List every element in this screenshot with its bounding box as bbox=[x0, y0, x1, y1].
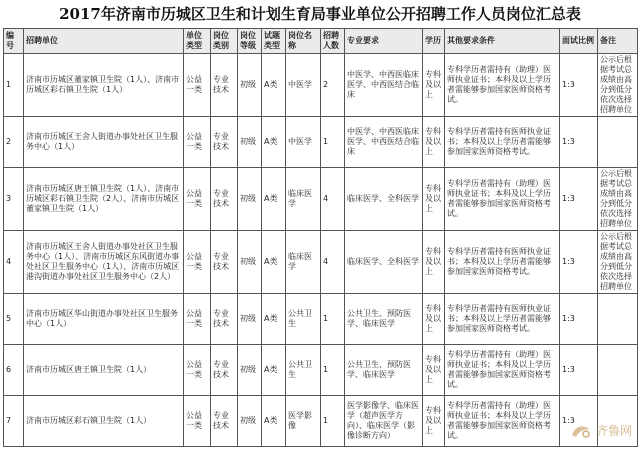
cell-no: 7 bbox=[4, 396, 24, 447]
document-title: 2017年济南市历城区卫生和计划生育局事业单位公开招聘工作人员岗位汇总表 bbox=[59, 5, 581, 23]
cell-major: 临床医学、全科医学 bbox=[345, 168, 423, 231]
cell-post-level: 初级 bbox=[238, 117, 262, 168]
header-count: 招聘人数 bbox=[321, 29, 345, 54]
header-post-category: 岗位类别 bbox=[211, 29, 238, 54]
header-unit-type: 单位类型 bbox=[184, 29, 211, 54]
header-no: 编号 bbox=[4, 29, 24, 54]
cell-note bbox=[598, 117, 638, 168]
cell-post-name: 医学影像 bbox=[286, 396, 321, 447]
table-row bbox=[4, 168, 638, 231]
cell-unit: 济南市历城区华山街道办事处社区卫生服务中心（1人） bbox=[24, 294, 184, 345]
cell-unit-type: 公益一类 bbox=[184, 168, 211, 231]
cell-post-name: 中医学 bbox=[286, 54, 321, 117]
cell-exam-type: A类 bbox=[262, 168, 286, 231]
table-row bbox=[4, 231, 638, 294]
table-row bbox=[4, 396, 638, 447]
cell-education: 专科及以上 bbox=[423, 117, 445, 168]
cell-unit-type: 公益一类 bbox=[184, 54, 211, 117]
cell-major: 医学影像学、临床医学（超声医学方向）、临床医学（影像诊断方向） bbox=[345, 396, 423, 447]
cell-post-name: 中医学 bbox=[286, 117, 321, 168]
cell-other: 专科学历者需持有（助理）医师执业证书；本科及以上学历者需能够参加国家医师资格考试。 bbox=[445, 345, 560, 396]
header-post-name: 岗位名称 bbox=[286, 29, 321, 54]
table-header-row bbox=[4, 29, 638, 54]
cell-ratio: 1:3 bbox=[560, 294, 598, 345]
cell-exam-type: A类 bbox=[262, 345, 286, 396]
cell-no: 4 bbox=[4, 231, 24, 294]
cell-note bbox=[598, 294, 638, 345]
cell-education: 专科及以上 bbox=[423, 54, 445, 117]
qilu-logo-icon bbox=[570, 423, 592, 439]
cell-unit: 济南市历城区彩石镇卫生院（1人） bbox=[24, 396, 184, 447]
cell-major: 中医学、中西医临床医学、中西医结合临床 bbox=[345, 117, 423, 168]
cell-count: 2 bbox=[321, 54, 345, 117]
cell-count: 1 bbox=[321, 396, 345, 447]
cell-unit: 济南市历城区唐王镇卫生院（1人） bbox=[24, 345, 184, 396]
cell-major: 临床医学、全科医学 bbox=[345, 231, 423, 294]
header-note: 备注 bbox=[598, 29, 638, 54]
cell-ratio: 1:3 bbox=[560, 345, 598, 396]
cell-no: 1 bbox=[4, 54, 24, 117]
cell-count: 1 bbox=[321, 117, 345, 168]
recruitment-table bbox=[3, 28, 638, 447]
cell-exam-type: A类 bbox=[262, 231, 286, 294]
cell-exam-type: A类 bbox=[262, 54, 286, 117]
cell-post-category: 专业技术 bbox=[211, 231, 238, 294]
header-other: 其他要求条件 bbox=[445, 29, 560, 54]
cell-note: 公示后根据考试总成绩由高分到低分依次选择招聘单位 bbox=[598, 231, 638, 294]
cell-other: 专科学历者需持有医师执业证书；本科及以上学历者需能够参加国家医师资格考试。 bbox=[445, 231, 560, 294]
table-row bbox=[4, 54, 638, 117]
cell-post-level: 初级 bbox=[238, 294, 262, 345]
cell-exam-type: A类 bbox=[262, 117, 286, 168]
cell-other: 专科学历者需持有（助理）医师执业证书；本科及以上学历者需能够参加国家医师资格考试。 bbox=[445, 54, 560, 117]
cell-no: 5 bbox=[4, 294, 24, 345]
cell-count: 1 bbox=[321, 345, 345, 396]
header-exam-type: 试题类型 bbox=[262, 29, 286, 54]
header-ratio: 面试比例 bbox=[560, 29, 598, 54]
cell-major: 中医学、中西医临床医学、中西医结合临床 bbox=[345, 54, 423, 117]
cell-ratio: 1:3 bbox=[560, 396, 598, 447]
cell-education: 专科及以上 bbox=[423, 396, 445, 447]
cell-ratio: 1:3 bbox=[560, 168, 598, 231]
cell-unit: 济南市历城区唐王镇卫生院（1人）、济南市历城区彩石镇卫生院（2人）、济南市历城区董家镇卫生院（1人） bbox=[24, 168, 184, 231]
cell-unit-type: 公益一类 bbox=[184, 294, 211, 345]
table-row bbox=[4, 345, 638, 396]
cell-education: 专科及以上 bbox=[423, 294, 445, 345]
header-unit: 招聘单位 bbox=[24, 29, 184, 54]
cell-ratio: 1:3 bbox=[560, 117, 598, 168]
cell-education: 专科及以上 bbox=[423, 345, 445, 396]
watermark bbox=[570, 422, 632, 439]
cell-note: 公示后根据考试总成绩由高分到低分依次选择招聘单位 bbox=[598, 54, 638, 117]
watermark-text: 齐鲁网 bbox=[595, 424, 632, 438]
cell-unit-type: 公益一类 bbox=[184, 231, 211, 294]
cell-ratio: 1:3 bbox=[560, 231, 598, 294]
cell-post-level: 初级 bbox=[238, 396, 262, 447]
cell-other: 专科学历者需持有医师执业证书；本科及以上学历者需能够参加国家医师资格考试。 bbox=[445, 117, 560, 168]
cell-ratio: 1:3 bbox=[560, 54, 598, 117]
cell-count: 4 bbox=[321, 168, 345, 231]
cell-post-category: 专业技术 bbox=[211, 117, 238, 168]
cell-no: 2 bbox=[4, 117, 24, 168]
cell-note: 公示后根据考试总成绩由高分到低分依次选择招聘单位 bbox=[598, 168, 638, 231]
table-row bbox=[4, 294, 638, 345]
cell-note bbox=[598, 345, 638, 396]
cell-other: 专科学历者需持有（助理）医师执业证书；本科及以上学历者需能够参加国家医师资格考试。 bbox=[445, 396, 560, 447]
cell-post-level: 初级 bbox=[238, 54, 262, 117]
cell-unit: 济南市历城区王舍人街道办事处社区卫生服务中心（1人） bbox=[24, 117, 184, 168]
header-education: 学历 bbox=[423, 29, 445, 54]
cell-other: 专科学历者需持有医师执业证书；本科及以上学历者需能够参加国家医师资格考试。 bbox=[445, 294, 560, 345]
table-row bbox=[4, 117, 638, 168]
cell-unit-type: 公益一类 bbox=[184, 345, 211, 396]
cell-exam-type: A类 bbox=[262, 294, 286, 345]
cell-post-level: 初级 bbox=[238, 231, 262, 294]
header-major: 专业要求 bbox=[345, 29, 423, 54]
cell-unit: 济南市历城区王舍人街道办事处社区卫生服务中心（1人）、济南市历城区东风街道办事处社区卫生服务中心（1人）、济南市历城区港沟街道办事处社区卫生服务中心（2人） bbox=[24, 231, 184, 294]
header-post-level: 岗位等级 bbox=[238, 29, 262, 54]
cell-post-category: 专业技术 bbox=[211, 345, 238, 396]
cell-post-name: 公共卫生 bbox=[286, 294, 321, 345]
cell-exam-type: A类 bbox=[262, 396, 286, 447]
cell-education: 专科及以上 bbox=[423, 231, 445, 294]
cell-post-name: 公共卫生 bbox=[286, 345, 321, 396]
cell-post-category: 专业技术 bbox=[211, 294, 238, 345]
cell-post-category: 专业技术 bbox=[211, 396, 238, 447]
cell-unit: 济南市历城区董家镇卫生院（1人）、济南市历城区彩石镇卫生院（1人） bbox=[24, 54, 184, 117]
cell-education: 专科及以上 bbox=[423, 168, 445, 231]
cell-major: 公共卫生、预防医学、临床医学 bbox=[345, 345, 423, 396]
cell-no: 6 bbox=[4, 345, 24, 396]
cell-other: 专科学历者需持有（助理）医师执业证书；本科及以上学历者需能够参加国家医师资格考试。 bbox=[445, 168, 560, 231]
cell-count: 1 bbox=[321, 294, 345, 345]
cell-post-level: 初级 bbox=[238, 168, 262, 231]
cell-no: 3 bbox=[4, 168, 24, 231]
cell-post-name: 临床医学 bbox=[286, 231, 321, 294]
cell-unit-type: 公益一类 bbox=[184, 117, 211, 168]
cell-post-level: 初级 bbox=[238, 345, 262, 396]
cell-post-name: 临床医学 bbox=[286, 168, 321, 231]
cell-count: 4 bbox=[321, 231, 345, 294]
cell-major: 公共卫生、预防医学、临床医学 bbox=[345, 294, 423, 345]
cell-post-category: 专业技术 bbox=[211, 54, 238, 117]
cell-post-category: 专业技术 bbox=[211, 168, 238, 231]
cell-unit-type: 公益一类 bbox=[184, 396, 211, 447]
